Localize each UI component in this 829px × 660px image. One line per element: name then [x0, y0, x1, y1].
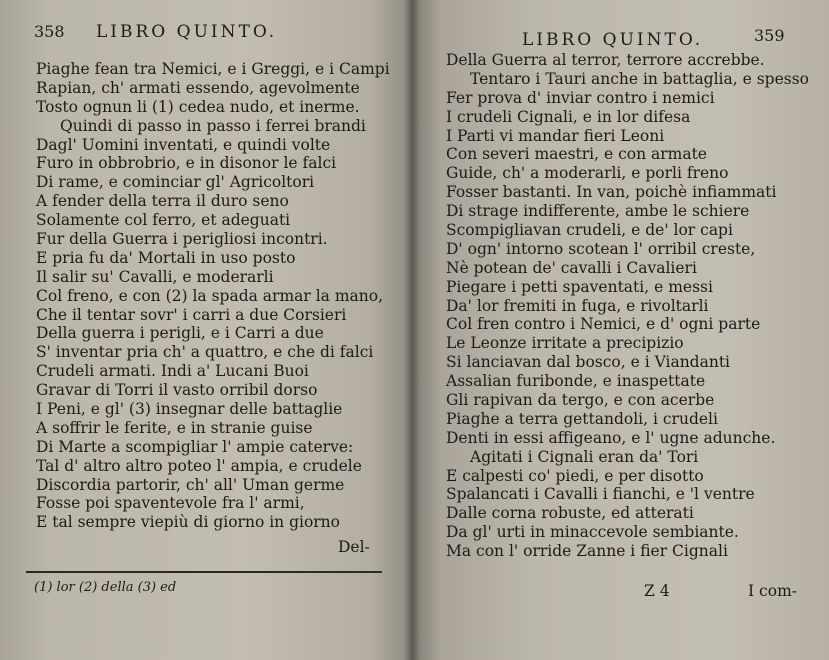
verse-line: Piaghe fean tra Nemici, e i Greggi, e i Campi	[36, 60, 390, 78]
verse-line: I Peni, e gl' (3) insegnar delle battaglie	[36, 400, 343, 419]
verse-line: Da gl' urti in minaccevole sembiante.	[446, 523, 739, 542]
verse-line: Guide, ch' a moderarli, e porli freno	[446, 164, 729, 183]
left-page	[0, 0, 412, 660]
right-page	[412, 0, 829, 660]
verse-line: Furo in obbrobrio, e in disonor le falci	[36, 154, 337, 173]
verse-block	[36, 60, 402, 532]
verse-line: Fosse poi spaventevole fra l' armi,	[36, 494, 305, 513]
verse-block	[446, 51, 818, 561]
verse-line: Assalian furibonde, e inaspettate	[446, 372, 706, 391]
verse-line: Ma con l' orride Zanne i fier Cignali	[446, 542, 728, 561]
verse-line: Agitati i Cignali eran da' Tori	[470, 447, 699, 466]
verse-line: Fer prova d' inviar contro i nemici	[446, 88, 715, 107]
running-head: LIBRO QUINTO.	[522, 30, 704, 50]
verse-line: Rapian, ch' armati essendo, agevolmente	[36, 78, 360, 97]
verse-line: Col freno, e con (2) la spada armar la mano,	[36, 286, 384, 305]
verse-line: Che il tentar sovr' i carri a due Corsieri	[36, 305, 347, 324]
verse-line: Della Guerra al terror, terrore accrebbe.	[446, 51, 765, 69]
signature-mark: Z 4	[644, 582, 670, 600]
verse-line: Dagl' Uomini inventati, e quindi volte	[36, 135, 331, 154]
verse-line: E calpesti co' piedi, e per disotto	[446, 466, 704, 485]
verse-line: Di Marte a scompigliar l' ampie caterve:	[36, 437, 354, 456]
verse-line: Gravar di Torri il vasto orribil dorso	[36, 381, 318, 400]
catchword: Del-	[338, 538, 370, 556]
verse-line: Piaghe a terra gettandoli, i crudeli	[446, 409, 718, 428]
page-number: 359	[754, 26, 785, 45]
verse-line: Spalancati i Cavalli i fianchi, e 'l ventre	[446, 485, 755, 504]
verse-line: Crudeli armati. Indi a' Lucani Buoi	[36, 362, 309, 381]
verse-line: I crudeli Cignali, e in lor difesa	[446, 107, 691, 126]
verse-line: Di strage indifferente, ambe le schiere	[446, 202, 750, 221]
verse-line: Col fren contro i Nemici, e d' ogni parte	[446, 315, 761, 334]
verse-line: D' ogn' intorno scotean l' orribil creste,	[446, 239, 756, 258]
verse-line: Nè potean de' cavalli i Cavalieri	[446, 258, 697, 277]
verse-line: Gli rapivan da tergo, e con acerbe	[446, 391, 715, 410]
verse-line: I Parti vi mandar fieri Leoni	[446, 126, 665, 145]
verse-line: E pria fu da' Mortali in uso posto	[36, 248, 296, 267]
verse-line: Con severi maestri, e con armate	[446, 145, 707, 164]
verse-line: Denti in essi affigeano, e l' ugne adunche.	[446, 428, 776, 447]
verse-line: Tosto ognun li (1) cedea nudo, et inerme.	[36, 97, 360, 116]
page-number: 358	[34, 22, 65, 41]
verse-line: Da' lor fremiti in fuga, e rivoltarli	[446, 296, 709, 315]
running-head: LIBRO QUINTO.	[96, 22, 278, 42]
verse-line: Fur della Guerra i perigliosi incontri.	[36, 230, 328, 249]
verse-line: Fosser bastanti. In van, poichè infiammati	[446, 183, 777, 202]
verse-line: Di rame, e cominciar gl' Agricoltori	[36, 173, 315, 192]
verse-line: S' inventar pria ch' a quattro, e che di falci	[36, 343, 374, 362]
footnote-rule	[26, 571, 382, 573]
verse-line: Discordia partorir, ch' all' Uman germe	[36, 475, 345, 494]
verse-line: Piegare i petti spaventati, e messi	[446, 277, 713, 296]
verse-line: Il salir su' Cavalli, e moderarli	[36, 267, 274, 286]
verse-line: Si lanciavan dal bosco, e i Viandanti	[446, 353, 731, 372]
verse-line: Le Leonze irritate a precipizio	[446, 334, 684, 353]
catchword: I com-	[748, 582, 797, 600]
footnotes: (1) lor (2) della (3) ed	[34, 580, 177, 595]
verse-line: Quindi di passo in passo i ferrei brandi	[60, 116, 366, 135]
verse-line: Tal d' altro altro poteo l' ampia, e crudele	[36, 456, 362, 475]
verse-line: Della guerra i perigli, e i Carri a due	[36, 324, 324, 343]
verse-line: A soffrir le ferite, e in stranie guise	[36, 418, 313, 437]
verse-line: A fender della terra il duro seno	[36, 192, 289, 211]
verse-line: Solamente col ferro, et adeguati	[36, 211, 291, 230]
verse-line: Scompigliavan crudeli, e de' lor capi	[446, 221, 733, 240]
verse-line: E tal sempre viepiù di giorno in giorno	[36, 513, 340, 532]
verse-line: Dalle corna robuste, ed atterati	[446, 504, 694, 523]
verse-line: Tentaro i Tauri anche in battaglia, e spesso	[470, 69, 810, 88]
